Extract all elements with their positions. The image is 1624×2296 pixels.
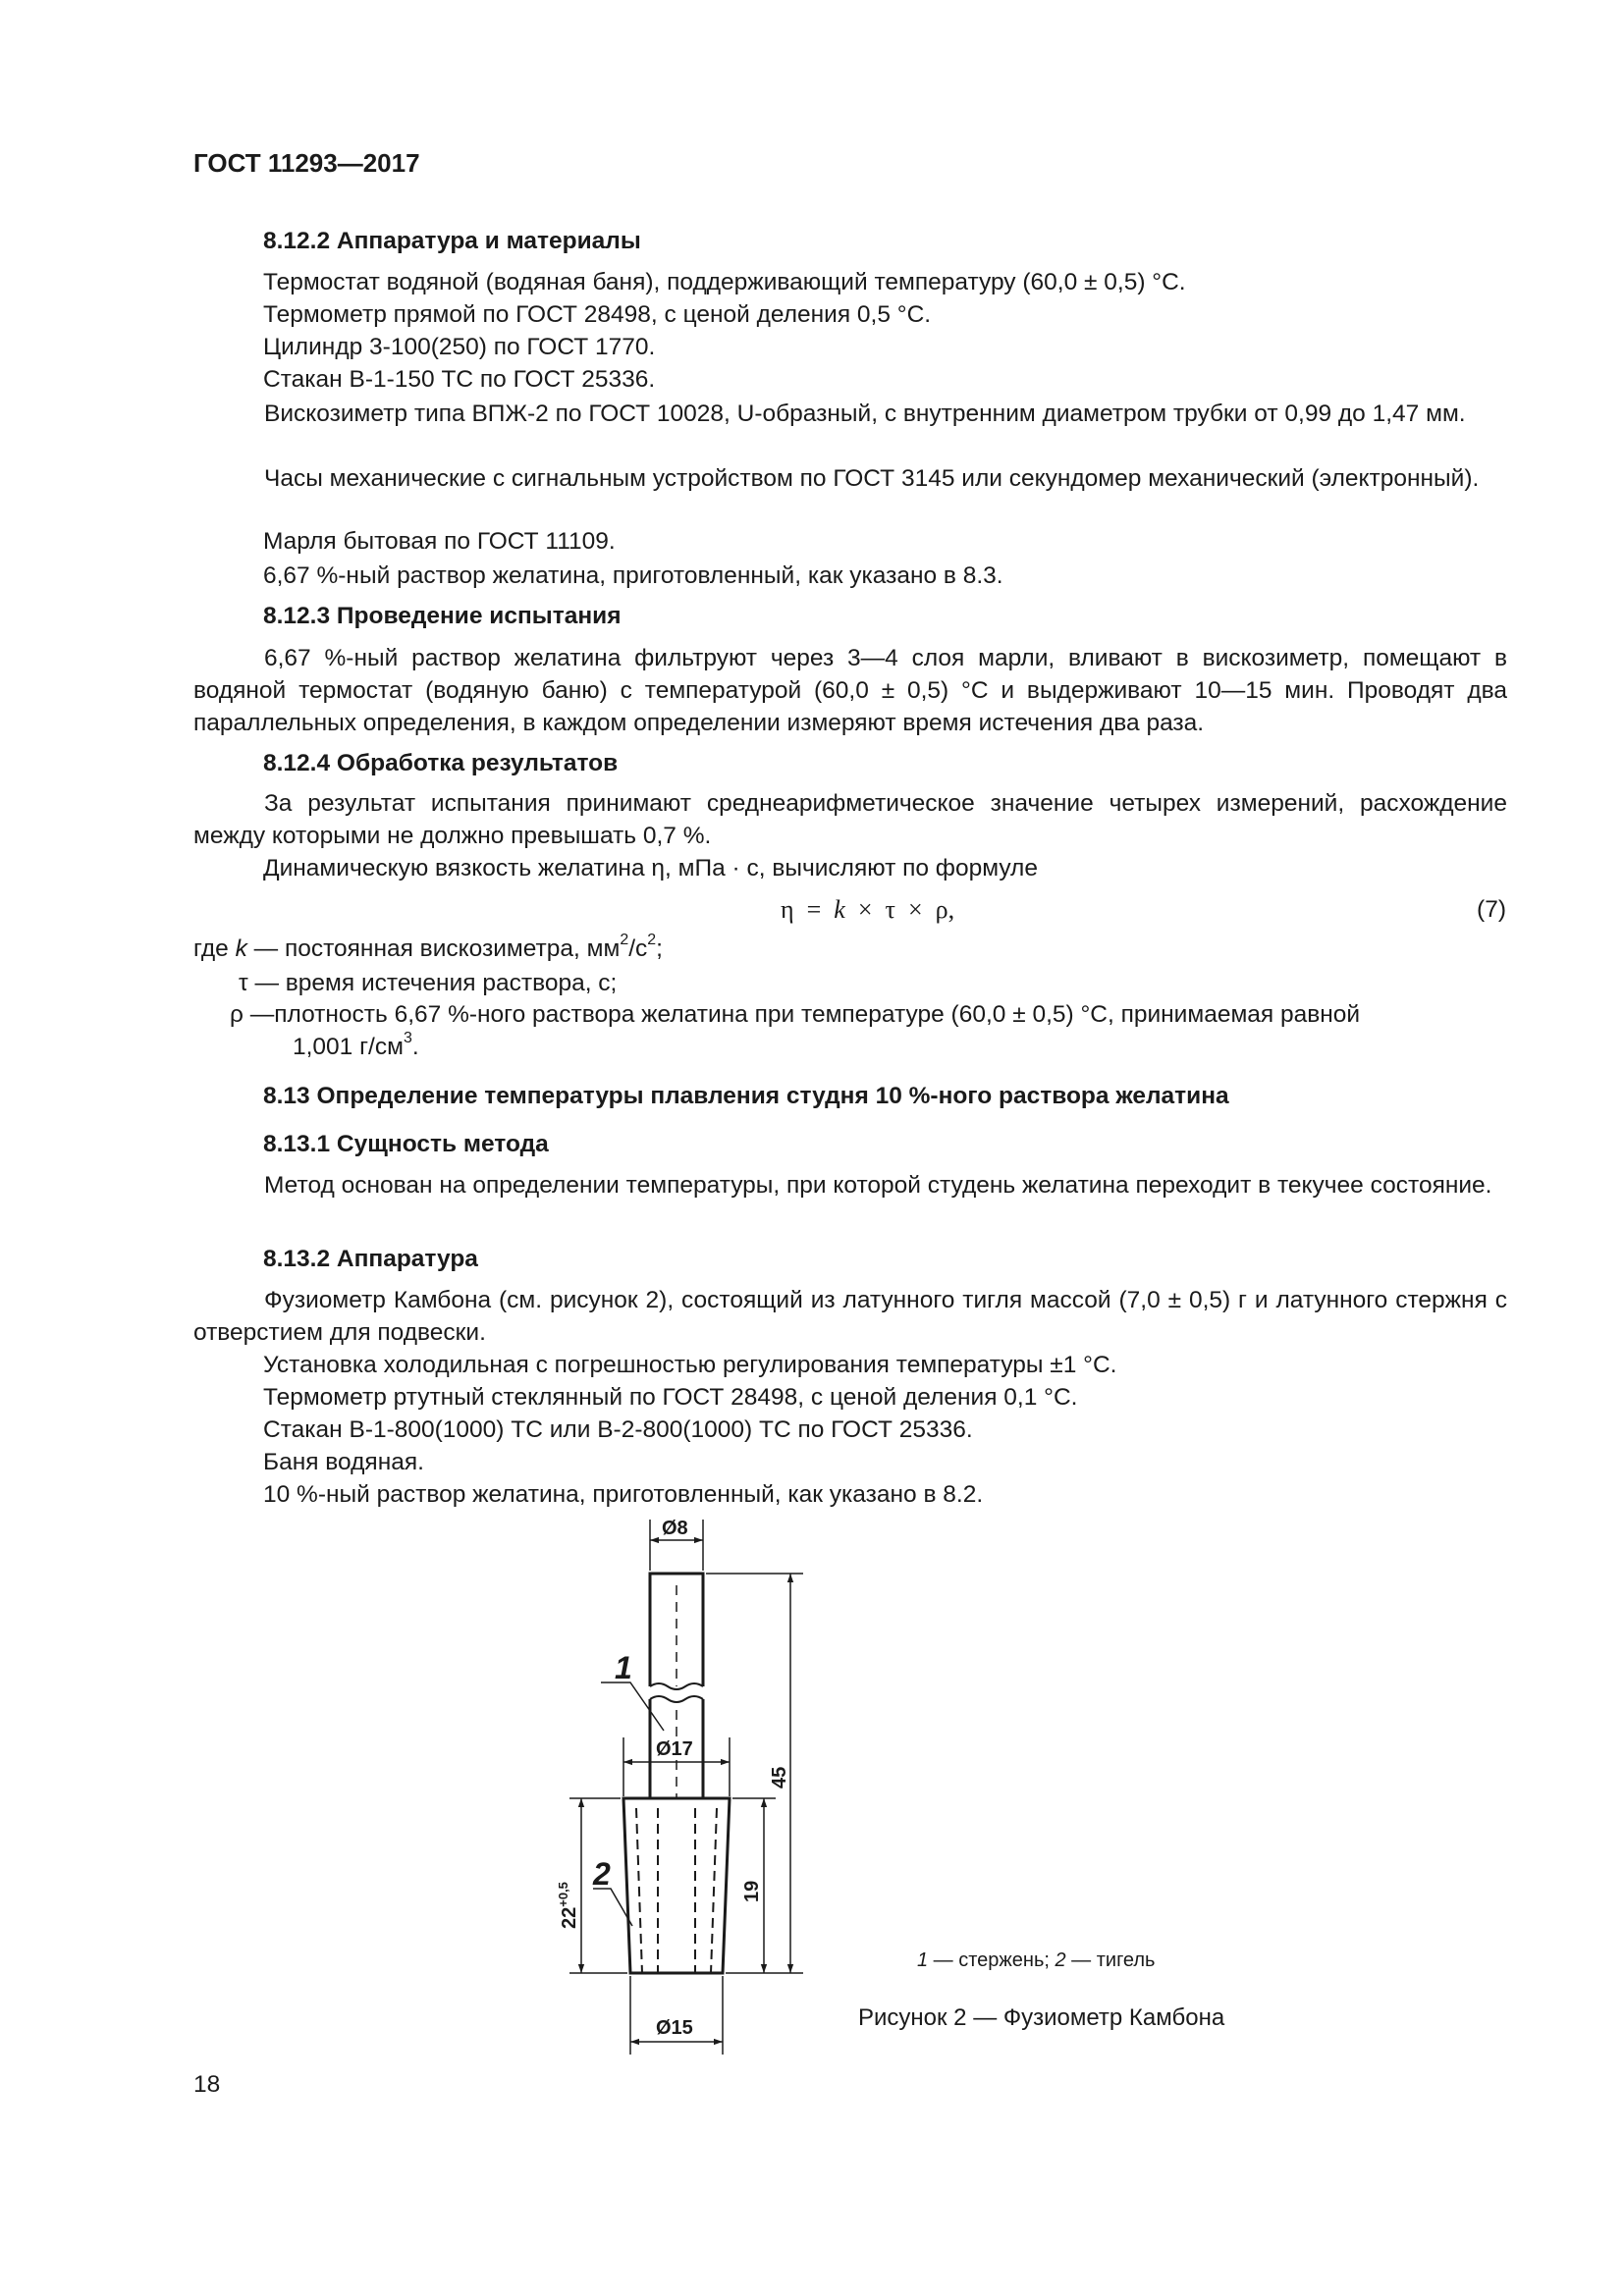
dim-45-label: 45	[769, 1766, 790, 1789]
para-mercury-thermometer: Термометр ртутный стеклянный по ГОСТ 28498, с ценой деления 0,1 °С.	[263, 1384, 1078, 1411]
para-viscometer: Вискозиметр типа ВПЖ-2 по ГОСТ 10028, U-образный, с внутренним диаметром трубки от 0,99 до 1,47 мм.	[264, 400, 1466, 427]
para-cooling-unit: Установка холодильная с погрешностью регулирования температуры ±1 °С.	[263, 1352, 1117, 1378]
para-water-bath: Баня водяная.	[263, 1449, 424, 1475]
formula-rho: ρ,	[935, 895, 955, 924]
doc-header: ГОСТ 11293—2017	[193, 148, 420, 178]
formula-number: (7)	[1477, 896, 1506, 923]
figure-caption: Рисунок 2 — Фузиометр Камбона	[858, 2004, 1225, 2031]
dim-d17-label: Ø17	[656, 1738, 693, 1760]
page-number: 18	[193, 2071, 221, 2098]
dim-19-label: 19	[741, 1880, 763, 1902]
formula-times: ×	[857, 895, 873, 924]
formula-times: ×	[907, 895, 923, 924]
section-8-12-3-title: 8.12.3 Проведение испытания	[263, 603, 622, 629]
para-test-procedure: 6,67 %-ный раствор желатина фильтруют через 3—4 слоя марли, вливают в вискозиметр, помещают в водяной термостат (водяную баню) с температурой (60,0 ± 0,5) °С и выдерживают 10—15 мин. Проводят два параллельных определения, в каждом определении измеряют время истечения два раза.	[193, 645, 1507, 736]
label-crucible-number: 2	[593, 1856, 611, 1892]
figure-legend: 1 — стержень; 2 — тигель	[917, 1949, 1156, 1971]
crucible-shape	[623, 1798, 730, 1973]
para-thermostat: Термостат водяной (водяная баня), поддерживающий температуру (60,0 ± 0,5) °С.	[263, 269, 1186, 295]
para-beaker: Стакан В-1-150 ТС по ГОСТ 25336.	[263, 366, 656, 393]
where-tau: τ — время истечения раствора, с;	[239, 970, 618, 996]
dim-22-label: $22^{+0,5}$	[556, 1882, 580, 1929]
para-method: Метод основан на определении температуры, при которой студень желатина переходит в текучее состояние.	[264, 1172, 1492, 1199]
section-8-13-1-title: 8.13.1 Сущность метода	[263, 1131, 549, 1157]
para-cylinder: Цилиндр 3-100(250) по ГОСТ 1770.	[263, 334, 656, 360]
rod-shape	[650, 1574, 703, 1798]
dim-d8-label: Ø8	[662, 1518, 688, 1539]
section-8-12-2-title: 8.12.2 Аппаратура и материалы	[263, 228, 641, 254]
section-8-13-2-title: 8.13.2 Аппаратура	[263, 1246, 478, 1272]
para-beakers: Стакан В-1-800(1000) ТС или В-2-800(1000) ТС по ГОСТ 25336.	[263, 1416, 973, 1443]
leader-1	[601, 1682, 664, 1731]
para-thermometer: Термометр прямой по ГОСТ 28498, с ценой деления 0,5 °С.	[263, 301, 932, 328]
para-fusiometer: Фузиометр Камбона (см. рисунок 2), состоящий из латунного тигля массой (7,0 ± 0,5) г и латунного стержня с отверстием для подвески.	[193, 1287, 1507, 1346]
formula-tau: τ	[885, 895, 895, 924]
para-formula-intro: Динамическую вязкость желатина η, мПа · с, вычисляют по формуле	[263, 855, 1038, 881]
para-clock: Часы механические с сигнальным устройством по ГОСТ 3145 или секундомер механический (электронный).	[264, 465, 1480, 492]
para-result: За результат испытания принимают среднеарифметическое значение четырех измерений, расхождение между которыми не должно превышать 0,7 %.	[193, 790, 1507, 849]
section-8-12-4-title: 8.12.4 Обработка результатов	[263, 750, 619, 776]
formula-eta: η	[781, 895, 794, 924]
para-gelatin-solution: 10 %-ный раствор желатина, приготовленный, как указано в 8.2.	[263, 1481, 984, 1508]
where-rho-value: 1,001 $г/см^3$.	[293, 1029, 419, 1060]
para-solution: 6,67 %-ный раствор желатина, приготовленный, как указано в 8.3.	[263, 562, 1003, 589]
formula-k: k	[834, 895, 845, 924]
section-8-13-title: 8.13 Определение температуры плавления студня 10 %-ного раствора желатина	[263, 1083, 1229, 1109]
where-k: где k — постоянная вискозиметра, $мм^2/с^2$;	[193, 931, 663, 962]
formula-equals: =	[806, 895, 822, 924]
para-gauze: Марля бытовая по ГОСТ 11109.	[263, 528, 616, 555]
where-rho: ρ —плотность 6,67 %-ного раствора желатина при температуре (60,0 ± 0,5) °С, принимаемая равной	[230, 1001, 1361, 1028]
label-rod-number: 1	[615, 1650, 632, 1685]
dim-d15-label: Ø15	[656, 2017, 693, 2039]
